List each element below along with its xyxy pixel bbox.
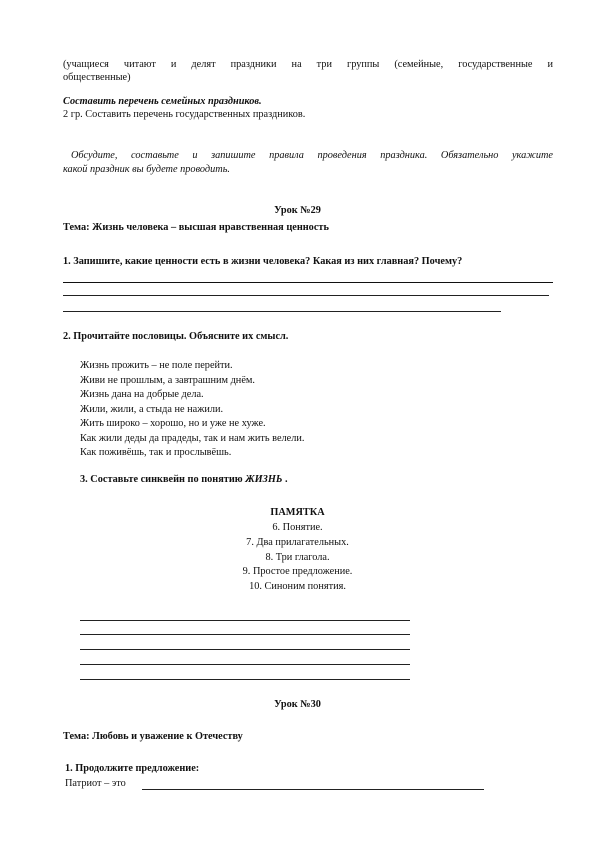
answer-line[interactable] bbox=[63, 311, 501, 312]
answer-line[interactable] bbox=[63, 282, 553, 283]
proverb: Жизнь прожить – не поле перейти. bbox=[80, 360, 233, 371]
lesson29-question-2: 2. Прочитайте пословицы. Объясните их смысл. bbox=[63, 331, 289, 342]
memo-item: 6. Понятие. bbox=[272, 522, 323, 533]
cinquain-line[interactable] bbox=[80, 649, 410, 650]
intro-line-2: общественные) bbox=[63, 72, 131, 83]
patriot-answer-line[interactable] bbox=[142, 789, 484, 790]
task-family-holidays: Составить перечень семейных праздников. bbox=[63, 96, 262, 107]
proverb: Живи не прошлым, а завтрашним днём. bbox=[80, 375, 255, 386]
memo-item: 7. Два прилагательных. bbox=[246, 537, 349, 548]
cinquain-line[interactable] bbox=[80, 664, 410, 665]
lesson30-heading: Урок №30 bbox=[274, 699, 321, 710]
lesson29-question-3 bbox=[80, 473, 288, 487]
cinquain-line[interactable] bbox=[80, 634, 410, 635]
patriot-prompt: Патриот – это bbox=[65, 778, 126, 789]
discuss-line-2: какой праздник вы будете проводить. bbox=[63, 164, 230, 175]
cinquain-line[interactable] bbox=[80, 620, 410, 621]
lesson30-topic: Тема: Любовь и уважение к Отечеству bbox=[63, 731, 243, 742]
proverb: Жизнь дана на добрые дела. bbox=[80, 389, 204, 400]
intro-line-1: (учащиеся читают и делят праздники на три группы (семейные, государственные и bbox=[63, 59, 553, 70]
discuss-line-1: Обсудите, составьте и запишите правила проведения праздника. Обязательно укажите bbox=[71, 150, 553, 161]
lesson29-heading: Урок №29 bbox=[274, 205, 321, 216]
task-state-holidays: 2 гр. Составить перечень государственных праздников. bbox=[63, 109, 306, 120]
lesson29-topic: Тема: Жизнь человека – высшая нравственная ценность bbox=[63, 222, 329, 233]
question-3-text: 3. Составьте синквейн по понятию bbox=[80, 474, 246, 485]
proverb: Жили, жили, а стыда не нажили. bbox=[80, 404, 224, 415]
proverb: Как поживёшь, так и прослывёшь. bbox=[80, 447, 232, 458]
lesson29-question-1: 1. Запишите, какие ценности есть в жизни человека? Какая из них главная? Почему? bbox=[63, 256, 463, 267]
question-3-suffix: . bbox=[282, 474, 288, 485]
lesson30-question-1: 1. Продолжите предложение: bbox=[65, 763, 200, 774]
memo-item: 10. Синоним понятия. bbox=[249, 581, 346, 592]
cinquain-line[interactable] bbox=[80, 679, 410, 680]
proverb: Как жили деды да прадеды, так и нам жить велели. bbox=[80, 433, 305, 444]
proverb: Жить широко – хорошо, но и уже не хуже. bbox=[80, 418, 266, 429]
memo-item: 8. Три глагола. bbox=[265, 552, 330, 563]
answer-line[interactable] bbox=[63, 295, 549, 296]
memo-title: ПАМЯТКА bbox=[270, 507, 325, 518]
question-3-concept: ЖИЗНЬ bbox=[245, 474, 283, 485]
memo-item: 9. Простое предложение. bbox=[242, 566, 353, 577]
